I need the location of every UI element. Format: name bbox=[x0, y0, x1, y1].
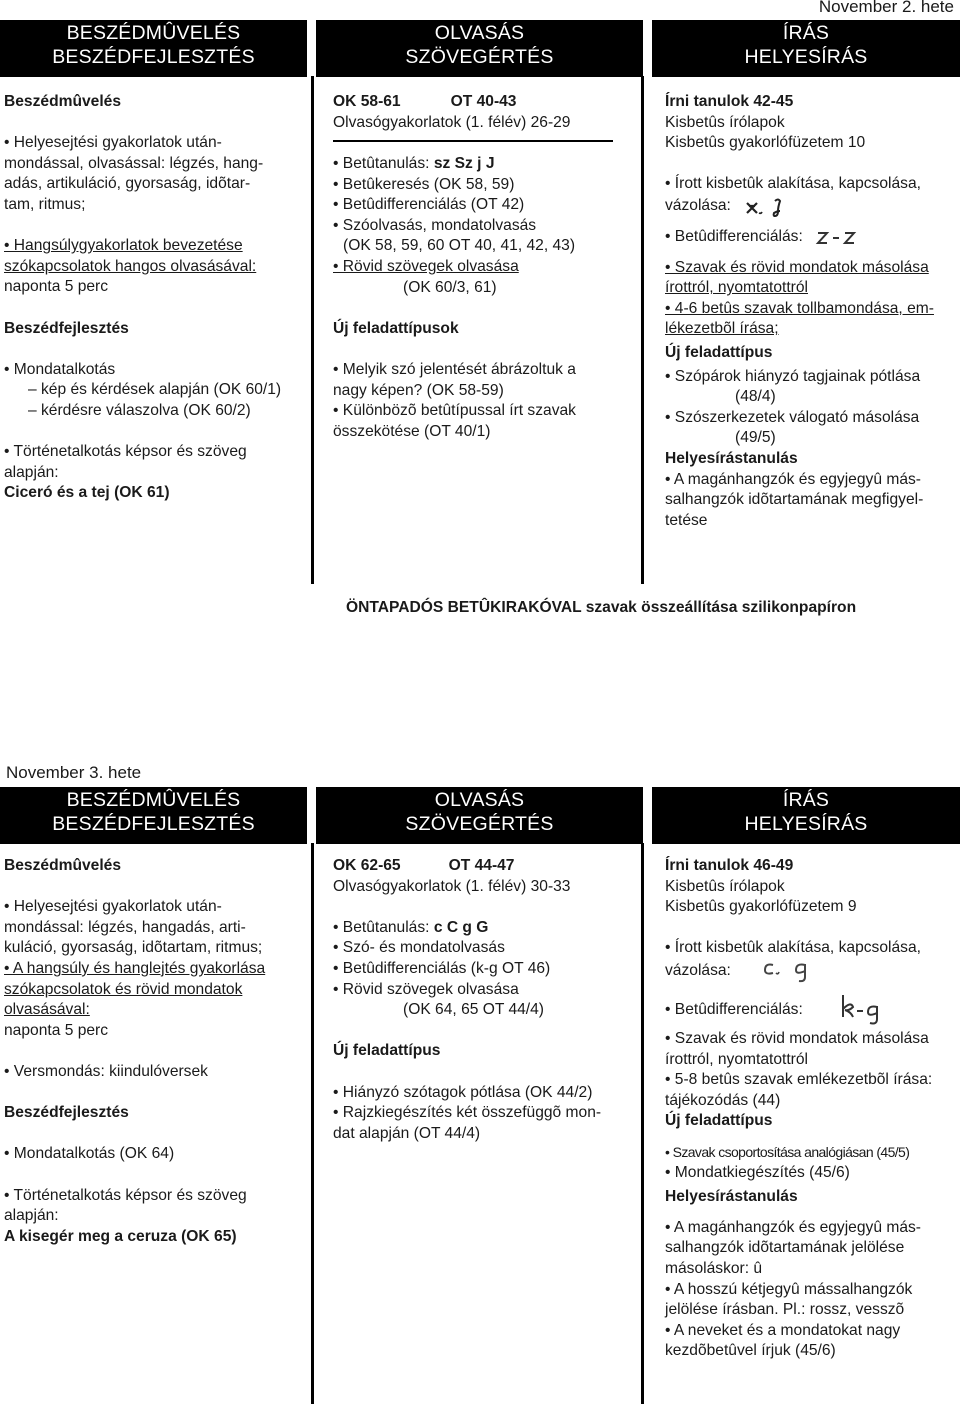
week2-date: November 3. hete bbox=[6, 763, 142, 782]
section-heading: Beszédfejlesztés bbox=[4, 1104, 129, 1122]
section-heading: Helyesírástanulás bbox=[665, 450, 798, 468]
bullet-text: naponta 5 perc bbox=[4, 278, 109, 296]
header-line: ÍRÁS bbox=[782, 22, 830, 44]
story-title: Ciceró és a tej (OK 61) bbox=[4, 484, 170, 502]
column-divider bbox=[311, 76, 314, 584]
book-ref: Írni tanulok 46-49 bbox=[665, 857, 794, 874]
week1-writing-column bbox=[665, 92, 955, 531]
bullet-text: • Szószerkezetek válogató másolása bbox=[665, 408, 920, 426]
column-divider bbox=[641, 76, 644, 584]
book-ref: OK 58-61 OT 40-43 bbox=[333, 93, 517, 110]
bullet-text: • Melyik szó jelentését ábrázoltuk a nagy képen? (OK 58-59) bbox=[333, 360, 576, 399]
handwriting-sample-icon bbox=[815, 227, 859, 247]
bullet-text: • Különbözõ betûtípussal írt szavak összekötése (OT 40/1) bbox=[333, 402, 576, 440]
bullet-text: (OK 58, 59, 60 OT 40, 41, 42, 43) bbox=[343, 237, 576, 255]
bullet-text: • A magánhangzók és egyjegyû más- salhangzók idõtartamának megfigyel- tetése bbox=[665, 470, 924, 529]
header-line: BESZÉDMÛVELÉS bbox=[66, 789, 241, 811]
column-divider bbox=[311, 843, 314, 1404]
bullet-text: • Rajzkiegészítés két összefüggõ mon- dat alapján (OT 44/4) bbox=[333, 1104, 602, 1142]
book-sub: Kisbetûs írólapok bbox=[665, 877, 785, 895]
header-line: OLVASÁS bbox=[434, 789, 525, 811]
bullet-text: • Hiányzó szótagok pótlása (OK 44/2) bbox=[333, 1083, 593, 1101]
section-heading: Új feladattípusok bbox=[333, 319, 459, 337]
header-line: BESZÉDFEJLESZTÉS bbox=[52, 46, 255, 68]
header-line: SZÖVEGÉRTÉS bbox=[405, 46, 554, 68]
bullet-text: (49/5) bbox=[735, 429, 776, 447]
bullet-text: • Helyesejtési gyakorlatok után- mondással, olvasással: légzés, hang- adás, artikuláció, gyorsaság, idõtar- tam, ritmus; bbox=[4, 134, 264, 213]
handwriting-sample-icon bbox=[761, 959, 817, 983]
bullet-text: • Rövid szövegek olvasása bbox=[333, 980, 519, 998]
bullet-text: tájékozódás (44) bbox=[665, 1091, 781, 1109]
week1-footer-note: ÖNTAPADÓS BETÛKIRAKÓVAL szavak összeállítása szilikonpapíron bbox=[346, 599, 857, 616]
section-heading: Beszédfejlesztés bbox=[4, 319, 129, 337]
bullet-text: • A magánhangzók és egyjegyû más- salhangzók idõtartamának jelölése másoláskor: û bbox=[665, 1218, 921, 1277]
bullet-text: írottról, nyomtatottról bbox=[665, 1050, 808, 1068]
book-ref: OK 62-65 OT 44-47 bbox=[333, 857, 515, 874]
bullet-text: • Mondatkiegészítés (45/6) bbox=[665, 1163, 850, 1181]
bullet-text: • Betûdifferenciálás: bbox=[665, 993, 957, 1027]
bullet-text: (48/4) bbox=[735, 388, 776, 406]
bullet-text: • Betûtanulás: sz Sz j J bbox=[333, 155, 495, 172]
week2-header-writing bbox=[652, 787, 960, 844]
bullet-text: • Betûkeresés (OK 58, 59) bbox=[333, 175, 515, 193]
bullet-text: vázolása: bbox=[665, 959, 957, 983]
bullet-text: • A hangsúly és hanglejtés gyakorlása szókapcsolatok és rövid mondatok olvasásával: bbox=[4, 959, 266, 1019]
section-heading: Beszédmûvelés bbox=[4, 93, 122, 110]
bullet-text: • Betûdifferenciálás: bbox=[665, 227, 955, 248]
section-heading: Új feladattípus bbox=[665, 1112, 773, 1130]
week2-header-reading bbox=[316, 787, 643, 844]
header-line: OLVASÁS bbox=[434, 22, 525, 44]
week1-header-reading bbox=[316, 20, 643, 77]
header-line: ÍRÁS bbox=[782, 789, 830, 811]
bullet-text: • Szavak csoportosítása analógiásan (45/5) bbox=[665, 1143, 910, 1160]
rule bbox=[333, 140, 613, 142]
header-line: HELYESÍRÁS bbox=[744, 813, 868, 835]
sub-bullet: – kép és kérdések alapján (OK 60/1) bbox=[28, 381, 282, 399]
column-divider bbox=[641, 843, 644, 1404]
bullet-text: • A hosszú kétjegyû mássalhangzók jelölése írásban. Pl.: rossz, vesszõ bbox=[665, 1280, 913, 1319]
bullet-text: • Helyesejtési gyakorlatok után- mondással: légzés, hangadás, arti- kuláció, gyorsaság, idõtartam, ritmus; bbox=[4, 898, 263, 957]
week2-header-speech bbox=[0, 787, 307, 844]
book-sub: Kisbetûs gyakorlófüzetem 9 bbox=[665, 898, 857, 916]
bullet-text: • Történetalkotás képsor és szöveg alapján: bbox=[4, 443, 247, 481]
bullet-text: vázolása: bbox=[665, 195, 955, 217]
week1-speech-column bbox=[4, 92, 291, 504]
week1-date: November 2. hete bbox=[818, 0, 954, 16]
bullet-text: • Történetalkotás képsor és szöveg alapján: bbox=[4, 1186, 247, 1225]
bullet-text: • Szópárok hiányzó tagjainak pótlása bbox=[665, 367, 921, 385]
bullet-text: • Szóolvasás, mondatolvasás bbox=[333, 216, 537, 234]
handwriting-sample-icon bbox=[837, 993, 887, 1027]
bullet-text: naponta 5 perc bbox=[4, 1021, 109, 1039]
header-line: BESZÉDMÛVELÉS bbox=[66, 22, 241, 44]
bullet-text: • 5-8 betûs szavak emlékezetbõl írása: bbox=[665, 1071, 933, 1089]
section-heading: Új feladattípus bbox=[333, 1042, 441, 1060]
bullet-text: • Betûdifferenciálás (k-g OT 46) bbox=[333, 959, 551, 977]
section-heading: Helyesírástanulás bbox=[665, 1188, 798, 1206]
bullet-text: • Betûtanulás: c C g G bbox=[333, 918, 489, 936]
handwriting-sample-icon bbox=[743, 195, 799, 217]
book-sub: Kisbetûs gyakorlófüzetem 10 bbox=[665, 134, 866, 152]
bullet-text: • Szó- és mondatolvasás bbox=[333, 939, 505, 957]
bullet-text: • Szavak és rövid mondatok másolása bbox=[665, 1029, 929, 1047]
section-heading: Új feladattípus bbox=[665, 344, 773, 362]
bullet-text: • 4-6 betûs szavak tollbamondása, em- lékezetbõl írása; bbox=[665, 299, 934, 338]
week2-speech-column bbox=[4, 856, 291, 1247]
bullet-text: • Mondatalkotás (OK 64) bbox=[4, 1145, 175, 1163]
week1-header-speech bbox=[0, 20, 307, 77]
bullet-text: • Írott kisbetûk alakítása, kapcsolása, bbox=[665, 939, 921, 957]
bullet-text: • Írott kisbetûk alakítása, kapcsolása, bbox=[665, 175, 921, 193]
week1-header-writing bbox=[652, 20, 960, 77]
week1-reading-column bbox=[333, 92, 633, 133]
bullet-text: • Mondatalkotás bbox=[4, 360, 116, 378]
sub-bullet: – kérdésre válaszolva (OK 60/2) bbox=[28, 401, 251, 419]
bullet-text: • Szavak és rövid mondatok másolása írottról, nyomtatottról bbox=[665, 258, 929, 297]
header-line: SZÖVEGÉRTÉS bbox=[405, 813, 554, 835]
book-sub: Olvasógyakorlatok (1. félév) 26-29 bbox=[333, 113, 571, 131]
story-title: A kisegér meg a ceruza (OK 65) bbox=[4, 1227, 237, 1245]
bullet-text: (OK 60/3, 61) bbox=[403, 278, 497, 296]
week2-reading-column bbox=[333, 856, 633, 1144]
bullet-text: (OK 64, 65 OT 44/4) bbox=[403, 1001, 544, 1019]
bullet-text: • Hangsúlygyakorlatok bevezetése szókapcsolatok hangos olvasásával: bbox=[4, 237, 257, 275]
book-sub: Kisbetûs írólapok bbox=[665, 113, 785, 131]
book-ref: Írni tanulok 42-45 bbox=[665, 93, 794, 110]
bullet-text: • Versmondás: kiindulóversek bbox=[4, 1062, 208, 1080]
bullet-text: • Betûdifferenciálás (OT 42) bbox=[333, 196, 525, 214]
week1-reading-list bbox=[333, 154, 633, 442]
section-heading: Beszédmûvelés bbox=[4, 857, 122, 874]
header-line: BESZÉDFEJLESZTÉS bbox=[52, 813, 255, 835]
week2-writing-column bbox=[665, 856, 957, 1362]
header-line: HELYESÍRÁS bbox=[744, 46, 868, 68]
book-sub: Olvasógyakorlatok (1. félév) 30-33 bbox=[333, 877, 571, 895]
bullet-text: • A neveket és a mondatokat nagy kezdõbetûvel írjuk (45/6) bbox=[665, 1321, 901, 1360]
bullet-text: • Rövid szövegek olvasása bbox=[333, 257, 519, 275]
